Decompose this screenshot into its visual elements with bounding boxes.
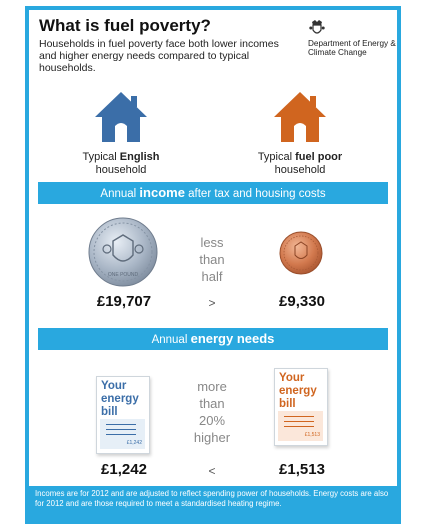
intro-text: Households in fuel poverty face both lower incomes and higher energy needs compared to typical households.: [39, 38, 279, 74]
copper-coin-icon: [279, 231, 323, 280]
bill-detail-box: [100, 419, 145, 449]
footer-note: Incomes are for 2012 and are adjusted to reflect spending power of households. Energy costs are also for 2012 and are those required to meet a standardised heating regime.: [29, 486, 397, 520]
fuel-poor-income-value: £9,330: [279, 293, 325, 310]
infographic-frame: [25, 6, 401, 524]
coin-inscription: ONE POUND: [107, 272, 139, 278]
income-comparison-text: less than half: [199, 235, 225, 284]
bill-title: Your energy bill: [101, 380, 139, 418]
income-comparison-symbol: >: [208, 296, 216, 310]
bill-amount: £1,513: [304, 432, 320, 438]
fuel-poor-household-label: Typical fuel poor household: [257, 151, 343, 176]
page-title: What is fuel poverty?: [39, 16, 211, 35]
energy-band: Annual energy needs: [38, 328, 388, 350]
energy-comparison-text: more than 20% higher: [193, 379, 231, 445]
department-name: Department of Energy & Climate Change: [308, 39, 396, 57]
bill-detail-box: [278, 411, 323, 441]
income-band: Annual income after tax and housing costs: [38, 182, 388, 204]
fuel-poor-energy-bill: [274, 368, 328, 446]
fuel-poor-energy-value: £1,513: [279, 461, 325, 478]
house-icon: [272, 90, 328, 144]
energy-comparison-symbol: <: [208, 464, 216, 478]
bill-title: Your energy bill: [279, 372, 317, 410]
house-icon: [93, 90, 149, 144]
pound-coin-icon: [88, 217, 158, 292]
typical-energy-value: £1,242: [101, 461, 147, 478]
typical-income-value: £19,707: [96, 293, 152, 310]
typical-energy-bill: [96, 376, 150, 454]
typical-household-label: Typical English household: [82, 151, 160, 176]
bill-amount: £1,242: [126, 440, 142, 446]
